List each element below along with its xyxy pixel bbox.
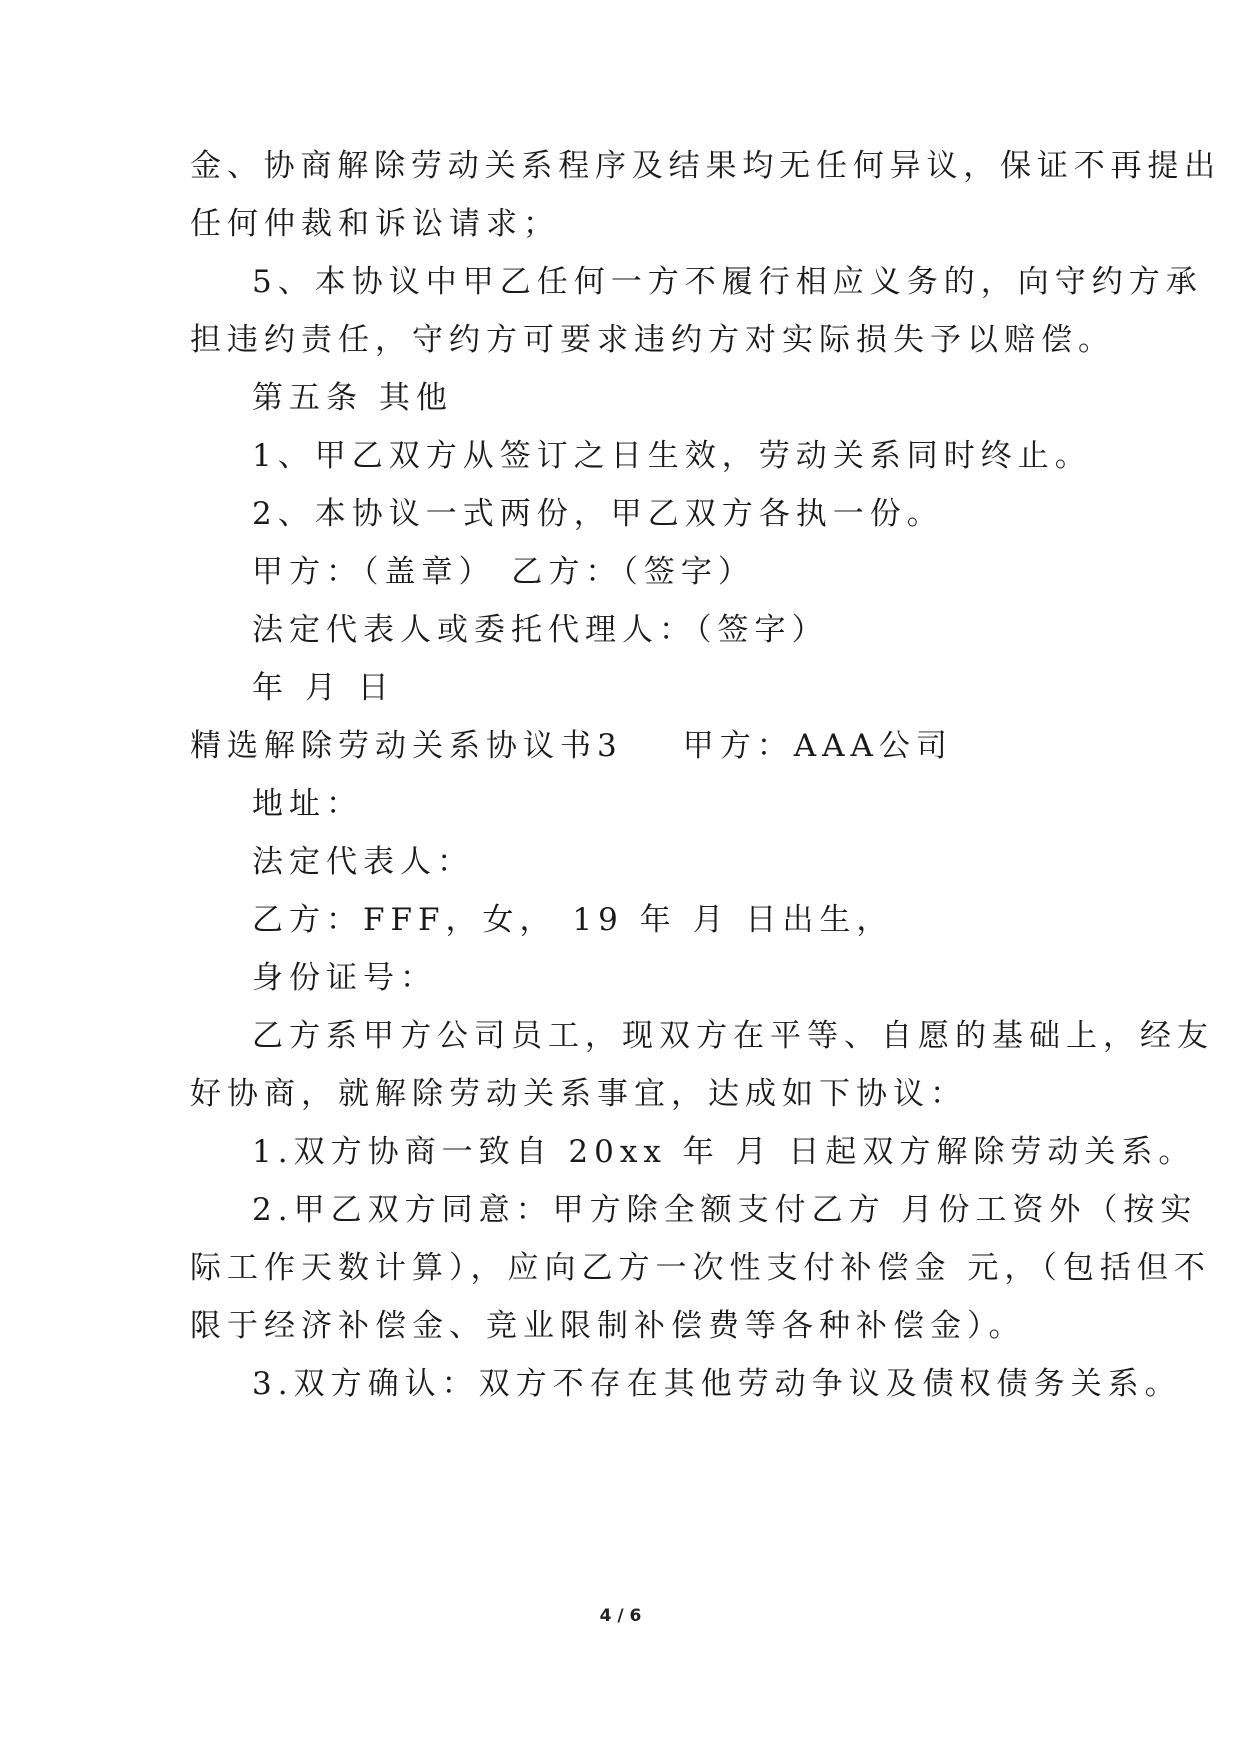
id-number-label: 身份证号： <box>252 960 437 996</box>
clause-line: 限于经济补偿金、竞业限制补偿费等各种补偿金）。 <box>190 1308 1026 1344</box>
paragraph-line: 任何仲裁和诉讼请求； <box>190 206 560 242</box>
clause-line: 2.甲乙双方同意：甲方除全额支付乙方 月份工资外（按实 <box>252 1192 1198 1228</box>
paragraph-line: 好协商，就解除劳动关系事宜，达成如下协议： <box>190 1076 967 1112</box>
date-line: 年 月 日 <box>252 670 395 706</box>
agreement-title-line <box>190 726 953 766</box>
party-a-name: 甲方：AAA公司 <box>682 728 953 764</box>
address-label: 地址： <box>252 786 363 822</box>
legal-representative-label: 法定代表人： <box>252 844 474 880</box>
signature-line: 甲方：（盖章） 乙方：（签字） <box>252 554 755 590</box>
paragraph-line: 1、甲乙双方从签订之日生效，劳动关系同时终止。 <box>252 438 1092 474</box>
paragraph-line: 担违约责任，守约方可要求违约方对实际损失予以赔偿。 <box>190 322 1115 358</box>
clause-line: 1.双方协商一致自 20xx 年 月 日起双方解除劳动关系。 <box>252 1134 1196 1170</box>
page-number: 4 / 6 <box>599 1606 642 1626</box>
paragraph-line: 5、本协议中甲乙任何一方不履行相应义务的，向守约方承 <box>252 264 1203 300</box>
party-b-line: 乙方：FFF，女， 19 年 月 日出生， <box>252 902 894 938</box>
paragraph-line: 乙方系甲方公司员工，现双方在平等、自愿的基础上，经友 <box>252 1018 1214 1054</box>
paragraph-line: 2、本协议一式两份，甲乙双方各执一份。 <box>252 496 944 532</box>
section-heading: 第五条 其他 <box>252 380 453 416</box>
clause-line: 际工作天数计算），应向乙方一次性支付补偿金 元，（包括但不 <box>190 1250 1211 1286</box>
paragraph-line: 金、协商解除劳动关系程序及结果均无任何异议，保证不再提出 <box>190 148 1221 184</box>
agreement-title: 精选解除劳动关系协议书3 <box>190 728 623 764</box>
signature-line: 法定代表人或委托代理人：（签字） <box>252 612 829 648</box>
clause-line: 3.双方确认：双方不存在其他劳动争议及债权债务关系。 <box>252 1366 1182 1402</box>
